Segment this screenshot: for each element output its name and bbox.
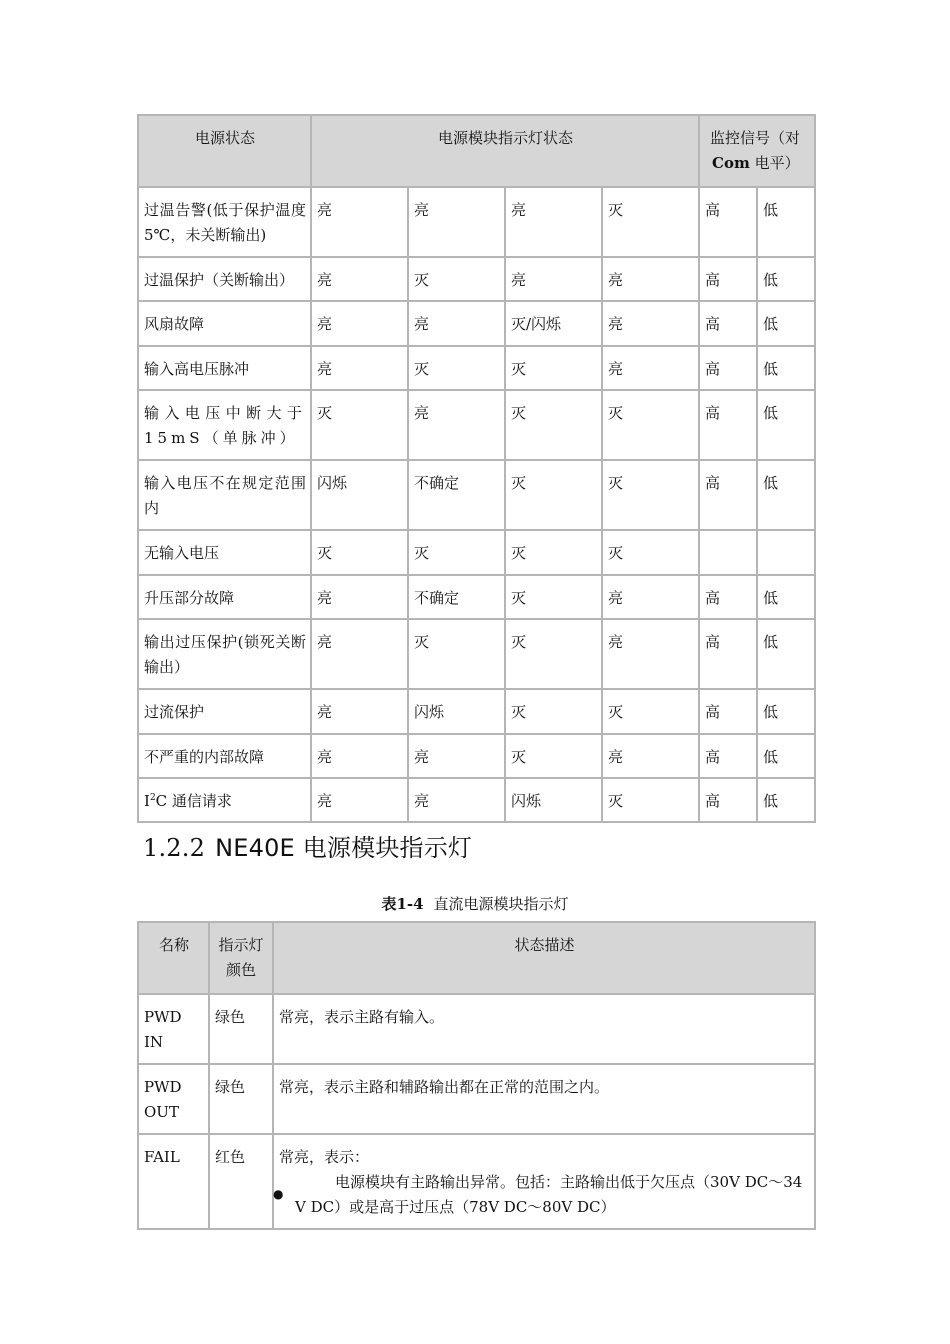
cell-signal2: 低 xyxy=(757,619,815,689)
cell-led3: 灭 xyxy=(505,460,602,530)
i2c-prefix: I xyxy=(144,792,150,810)
section-title: NE40E 电源模块指示灯 xyxy=(215,834,473,862)
cell-led3: 灭 xyxy=(505,530,602,575)
caption-text: 直流电源模块指示灯 xyxy=(433,895,569,913)
cell-led4: 亮 xyxy=(602,575,699,619)
cell-signal1: 高 xyxy=(699,346,757,390)
cell-led4: 灭 xyxy=(602,187,699,257)
cell-led3: 灭 xyxy=(505,734,602,778)
cell-signal2 xyxy=(757,530,815,575)
cell-led1: 灭 xyxy=(311,530,408,575)
header-indicator-state: 电源模块指示灯状态 xyxy=(311,115,699,187)
cell-led2: 不确定 xyxy=(408,460,505,530)
cell-color: 绿色 xyxy=(209,994,273,1064)
cell-state: 输出过压保护(锁死关断输出） xyxy=(138,619,311,689)
cell-led1: 亮 xyxy=(311,301,408,346)
table-row xyxy=(138,257,815,301)
cell-led4: 亮 xyxy=(602,346,699,390)
dc-indicator-table xyxy=(137,921,816,1230)
table-row xyxy=(138,530,815,575)
cell-led1: 亮 xyxy=(311,575,408,619)
cell-signal1: 高 xyxy=(699,734,757,778)
cell-led4: 亮 xyxy=(602,619,699,689)
table-row xyxy=(138,187,815,257)
cell-led3: 亮 xyxy=(505,187,602,257)
cell-color: 绿色 xyxy=(209,1064,273,1134)
header-monitor-line1: 监控信号（对 xyxy=(710,129,801,147)
cell-state: 不严重的内部故障 xyxy=(138,734,311,778)
cell-led1: 灭 xyxy=(311,390,408,460)
cell-state: 升压部分故障 xyxy=(138,575,311,619)
cell-led1: 亮 xyxy=(311,734,408,778)
cell-state: 过流保护 xyxy=(138,689,311,734)
cell-led2: 亮 xyxy=(408,390,505,460)
cell-name: PWD IN xyxy=(138,994,209,1064)
cell-state xyxy=(138,778,311,822)
cell-state: 过温保护（关断输出） xyxy=(138,257,311,301)
cell-signal2: 低 xyxy=(757,346,815,390)
cell-led3: 灭 xyxy=(505,346,602,390)
table-row xyxy=(138,390,815,460)
cell-led4: 灭 xyxy=(602,530,699,575)
cell-signal1: 高 xyxy=(699,619,757,689)
cell-led2: 不确定 xyxy=(408,575,505,619)
header-name: 名称 xyxy=(138,922,209,994)
cell-signal1: 高 xyxy=(699,689,757,734)
table-caption xyxy=(0,893,950,914)
cell-signal2: 低 xyxy=(757,460,815,530)
caption-label: 表1-4 xyxy=(381,895,424,913)
cell-signal1 xyxy=(699,530,757,575)
cell-led4: 灭 xyxy=(602,390,699,460)
table-header-row xyxy=(138,115,815,187)
cell-color: 红色 xyxy=(209,1134,273,1229)
cell-signal2: 低 xyxy=(757,257,815,301)
cell-led4: 亮 xyxy=(602,301,699,346)
cell-signal2: 低 xyxy=(757,187,815,257)
cell-signal1: 高 xyxy=(699,575,757,619)
cell-led1: 亮 xyxy=(311,187,408,257)
cell-signal1: 高 xyxy=(699,390,757,460)
cell-led2: 亮 xyxy=(408,301,505,346)
cell-name: FAIL xyxy=(138,1134,209,1229)
cell-led3: 灭 xyxy=(505,689,602,734)
cell-signal2: 低 xyxy=(757,778,815,822)
cell-led1: 亮 xyxy=(311,689,408,734)
cell-led3: 灭 xyxy=(505,619,602,689)
cell-signal1: 高 xyxy=(699,301,757,346)
table-row xyxy=(138,460,815,530)
cell-name: PWD OUT xyxy=(138,1064,209,1134)
cell-led2: 灭 xyxy=(408,346,505,390)
cell-led2: 闪烁 xyxy=(408,689,505,734)
cell-led2: 灭 xyxy=(408,257,505,301)
cell-signal1: 高 xyxy=(699,778,757,822)
cell-led3: 灭 xyxy=(505,575,602,619)
cell-led4: 灭 xyxy=(602,460,699,530)
cell-led2: 灭 xyxy=(408,619,505,689)
cell-led3: 亮 xyxy=(505,257,602,301)
cell-signal1: 高 xyxy=(699,257,757,301)
bullet-dot-icon: ● xyxy=(273,1187,284,1201)
table-row xyxy=(138,575,815,619)
table-row xyxy=(138,689,815,734)
cell-led4: 灭 xyxy=(602,689,699,734)
cell-led1: 亮 xyxy=(311,619,408,689)
header-status-desc: 状态描述 xyxy=(273,922,815,994)
header-indicator-color: 指示灯颜色 xyxy=(209,922,273,994)
cell-state: 过温告警(低于保护温度 5℃，未关断输出) xyxy=(138,187,311,257)
header-monitor-signal xyxy=(699,115,815,187)
cell-led1: 闪烁 xyxy=(311,460,408,530)
cell-led2: 灭 xyxy=(408,530,505,575)
bullet-item xyxy=(273,1170,810,1220)
cell-desc xyxy=(273,1134,815,1229)
cell-signal2: 低 xyxy=(757,689,815,734)
cell-state: 输入电压中断大于15mS（单脉冲） xyxy=(138,390,311,460)
cell-desc: 常亮，表示主路有输入。 xyxy=(273,994,815,1064)
cell-signal2: 低 xyxy=(757,575,815,619)
table-row xyxy=(138,1134,815,1229)
table-row xyxy=(138,346,815,390)
table-row xyxy=(138,778,815,822)
table-row xyxy=(138,619,815,689)
bullet-text: 电源模块有主路输出异常。包括：主路输出低于欠压点（30V DC～34V DC）或是高于过压点（78V DC～80V DC） xyxy=(295,1173,803,1216)
cell-led2: 亮 xyxy=(408,734,505,778)
cell-led4: 灭 xyxy=(602,778,699,822)
cell-state: 无输入电压 xyxy=(138,530,311,575)
table-row xyxy=(138,1064,815,1134)
section-number: 1.2.2 xyxy=(143,834,206,862)
cell-led4: 亮 xyxy=(602,734,699,778)
desc-intro: 常亮，表示： xyxy=(279,1148,370,1166)
section-heading xyxy=(143,828,472,863)
i2c-superscript: 2 xyxy=(149,793,156,803)
cell-state: 输入高电压脉冲 xyxy=(138,346,311,390)
cell-signal2: 低 xyxy=(757,301,815,346)
cell-signal1: 高 xyxy=(699,187,757,257)
table-row xyxy=(138,734,815,778)
cell-led2: 亮 xyxy=(408,187,505,257)
cell-led3: 灭 xyxy=(505,390,602,460)
table-row xyxy=(138,301,815,346)
i2c-rest: C 通信请求 xyxy=(155,792,232,810)
cell-led1: 亮 xyxy=(311,346,408,390)
cell-led2: 亮 xyxy=(408,778,505,822)
table-row xyxy=(138,994,815,1064)
cell-signal2: 低 xyxy=(757,734,815,778)
header-monitor-com: Com xyxy=(712,154,750,172)
cell-desc: 常亮，表示主路和辅路输出都在正常的范围之内。 xyxy=(273,1064,815,1134)
table-header-row xyxy=(138,922,815,994)
cell-signal1: 高 xyxy=(699,460,757,530)
header-power-state: 电源状态 xyxy=(138,115,311,187)
cell-led1: 亮 xyxy=(311,778,408,822)
cell-led3: 闪烁 xyxy=(505,778,602,822)
cell-state: 风扇故障 xyxy=(138,301,311,346)
cell-led1: 亮 xyxy=(311,257,408,301)
power-status-table xyxy=(137,114,816,823)
header-monitor-line2: 电平） xyxy=(749,154,800,172)
cell-led3: 灭/闪烁 xyxy=(505,301,602,346)
cell-led4: 亮 xyxy=(602,257,699,301)
cell-signal2: 低 xyxy=(757,390,815,460)
cell-state: 输入电压不在规定范围内 xyxy=(138,460,311,530)
